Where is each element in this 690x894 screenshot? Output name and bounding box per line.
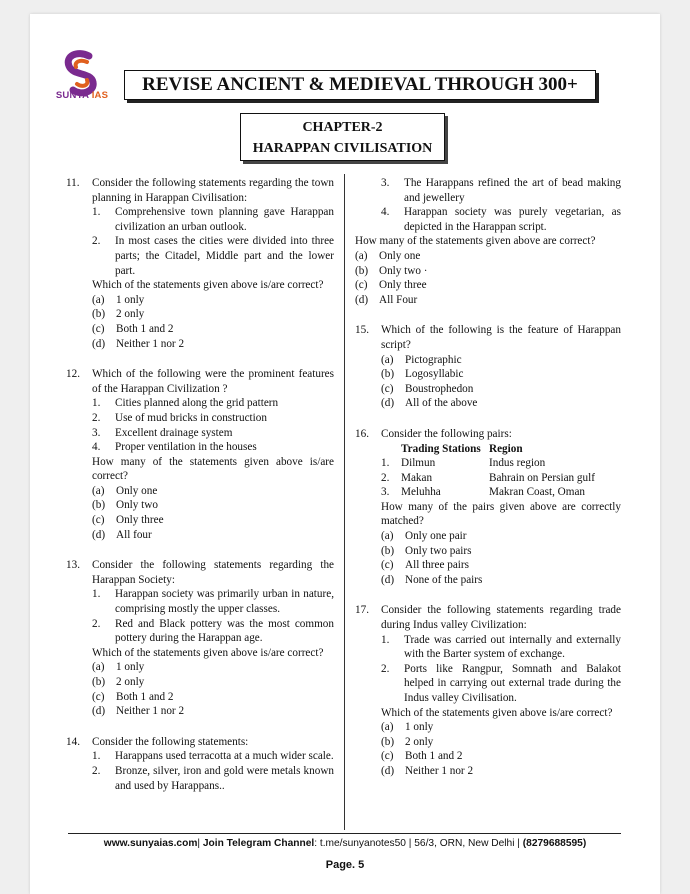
pair-row: 2. Makan Bahrain on Persian gulf [381, 471, 595, 484]
question-ask: How many of the statements given above are correct? [355, 235, 596, 248]
statement: 1. Harappans used terracotta at a much wider scale. [92, 750, 334, 763]
question-stem: Consider the following statements regarding trade during Indus valley Civilization: [381, 604, 621, 632]
question-14 [66, 735, 334, 793]
option-d: (d) Neither 1 nor 2 [92, 337, 185, 350]
question-ask: Which of the statements given above is/are correct? [92, 279, 324, 292]
question-ask: Which of the statements given above is/are correct? [92, 646, 324, 659]
pairs-table [355, 442, 621, 500]
option-a: (a) 1 only [381, 721, 434, 734]
logo-text-a: SUNYA [55, 90, 89, 101]
question-13 [66, 558, 334, 719]
question-number: 14. [66, 735, 80, 748]
statement: 2. Bronze, silver, iron and gold were metals known and used by Harappans.. [92, 764, 334, 792]
question-stem: Which of the following is the feature of Harappan script? [381, 324, 621, 351]
statement: 2. Red and Black pottery was the most common pottery during the Harappan age. [92, 617, 334, 645]
option-a: (a) Only one [92, 484, 158, 497]
question-number: 16. [355, 427, 369, 440]
left-column [66, 176, 334, 809]
option-b: (b) 2 only [92, 676, 145, 688]
option-c: (c) Boustrophedon [381, 382, 474, 395]
option-c: (c) Both 1 and 2 [381, 750, 463, 763]
option-a: (a) 1 only [92, 661, 145, 674]
statement: 4. Proper ventilation in the houses [92, 441, 257, 454]
question-17 [355, 603, 621, 778]
question-number: 15. [355, 324, 369, 337]
option-a: (a) Pictographic [381, 353, 462, 366]
question-stem: Consider the following pairs: [381, 427, 512, 440]
question-number: 17. [355, 604, 369, 617]
statement: 4. Harappan society was purely vegetarian, as depicted in the Harappan script. [381, 206, 621, 233]
footer-telegram-label: Join Telegram Channel [202, 838, 315, 849]
statement: 3. The Harappans refined the art of bead making and jewellery [381, 177, 621, 204]
footer-rule [68, 833, 621, 834]
footer-website-link[interactable]: www.sunyaias.com [103, 838, 198, 849]
option-c: (c) Only three [92, 514, 164, 527]
question-number: 13. [66, 559, 80, 572]
footer-contact-text: : t.me/sunyanotes50 | 56/3, ORN, New Delhi | [314, 838, 523, 849]
option-c: (c) Both 1 and 2 [92, 690, 174, 703]
question-stem: Consider the following statements regarding the Harappan Society: [92, 559, 334, 586]
option-d: (d) Neither 1 nor 2 [92, 705, 185, 718]
option-a: (a) Only one pair [381, 530, 467, 543]
footer-separator: | [197, 838, 203, 849]
option-c: (c) All three pairs [381, 559, 469, 572]
statement: 1. Cities planned along the grid pattern [92, 397, 279, 410]
option-d: (d) All four [92, 528, 152, 541]
option-d: (d) Neither 1 nor 2 [381, 764, 474, 777]
chapter-number: CHAPTER-2 [302, 120, 383, 135]
option-b: (b) Only two · [355, 264, 428, 277]
footer [40, 838, 650, 849]
statement: 1. Comprehensive town planning gave Harappan civilization an urban outlook. [92, 206, 334, 233]
option-a: (a) 1 only [92, 293, 145, 306]
option-b: (b) Logosyllabic [381, 368, 464, 381]
question-number: 11. [66, 177, 80, 189]
chapter-box [240, 113, 445, 161]
statement: 1. Harappan society was primarily urban in nature, comprising mostly the upper classes. [92, 588, 334, 616]
question-12 [66, 367, 334, 542]
book-title-banner: REVISE ANCIENT & MEDIEVAL THROUGH 300+ [124, 70, 596, 100]
question-stem: Consider the following statements regarding the town planning in Harappan Civilisation: [92, 177, 334, 204]
option-c: (c) Both 1 and 2 [92, 322, 174, 335]
footer-phone: (8279688595) [522, 838, 587, 849]
question-ask: How many of the statements given above is/are correct? [92, 455, 334, 483]
statement: 3. Excellent drainage system [92, 426, 233, 439]
question-ask: Which of the statements given above is/are correct? [381, 706, 613, 719]
statement: 1. Trade was carried out internally and externally with the Barter system of exchange. [381, 633, 621, 661]
option-d: (d) All of the above [381, 397, 478, 410]
question-ask: How many of the pairs given above are correctly matched? [381, 500, 621, 528]
option-d: (d) All Four [355, 293, 418, 306]
question-stem: Consider the following statements: [92, 735, 249, 748]
option-b: (b) Only two pairs [381, 544, 472, 557]
pair-row: 1. Dilmun Indus region [381, 457, 546, 470]
question-11 [66, 176, 334, 351]
pairs-header: Trading Stations Region [401, 442, 523, 455]
statement: 2. Ports like Rangpur, Somnath and Balakot helped in carrying out external trade during the Indus valley Civilisation. [381, 662, 621, 704]
question-15 [355, 323, 621, 411]
option-c: (c) Only three [355, 279, 427, 292]
option-b: (b) 2 only [92, 308, 145, 321]
question-16 [355, 427, 621, 588]
option-a: (a) Only one [355, 249, 421, 262]
statement: 2. In most cases the cities were divided into three parts; the Citadel, Middle part and the lower part. [92, 235, 334, 277]
logo-wordmark [40, 90, 124, 101]
chapter-title: HARAPPAN CIVILISATION [252, 141, 433, 156]
column-divider [344, 174, 345, 830]
option-b: (b) Only two [92, 499, 158, 512]
question-number: 12. [66, 368, 80, 381]
question-14-continued [355, 176, 621, 307]
page-number: Page. 5 [325, 859, 365, 871]
statement: 2. Use of mud bricks in construction [92, 411, 267, 424]
option-b: (b) 2 only [381, 735, 434, 748]
pair-row: 3. Meluhha Makran Coast, Oman [381, 486, 586, 499]
right-column [355, 176, 621, 795]
option-d: (d) None of the pairs [381, 573, 483, 586]
logo-text-b: IAS [88, 90, 109, 101]
question-stem: Which of the following were the prominent features of the Harappan Civilization ? [92, 368, 334, 395]
